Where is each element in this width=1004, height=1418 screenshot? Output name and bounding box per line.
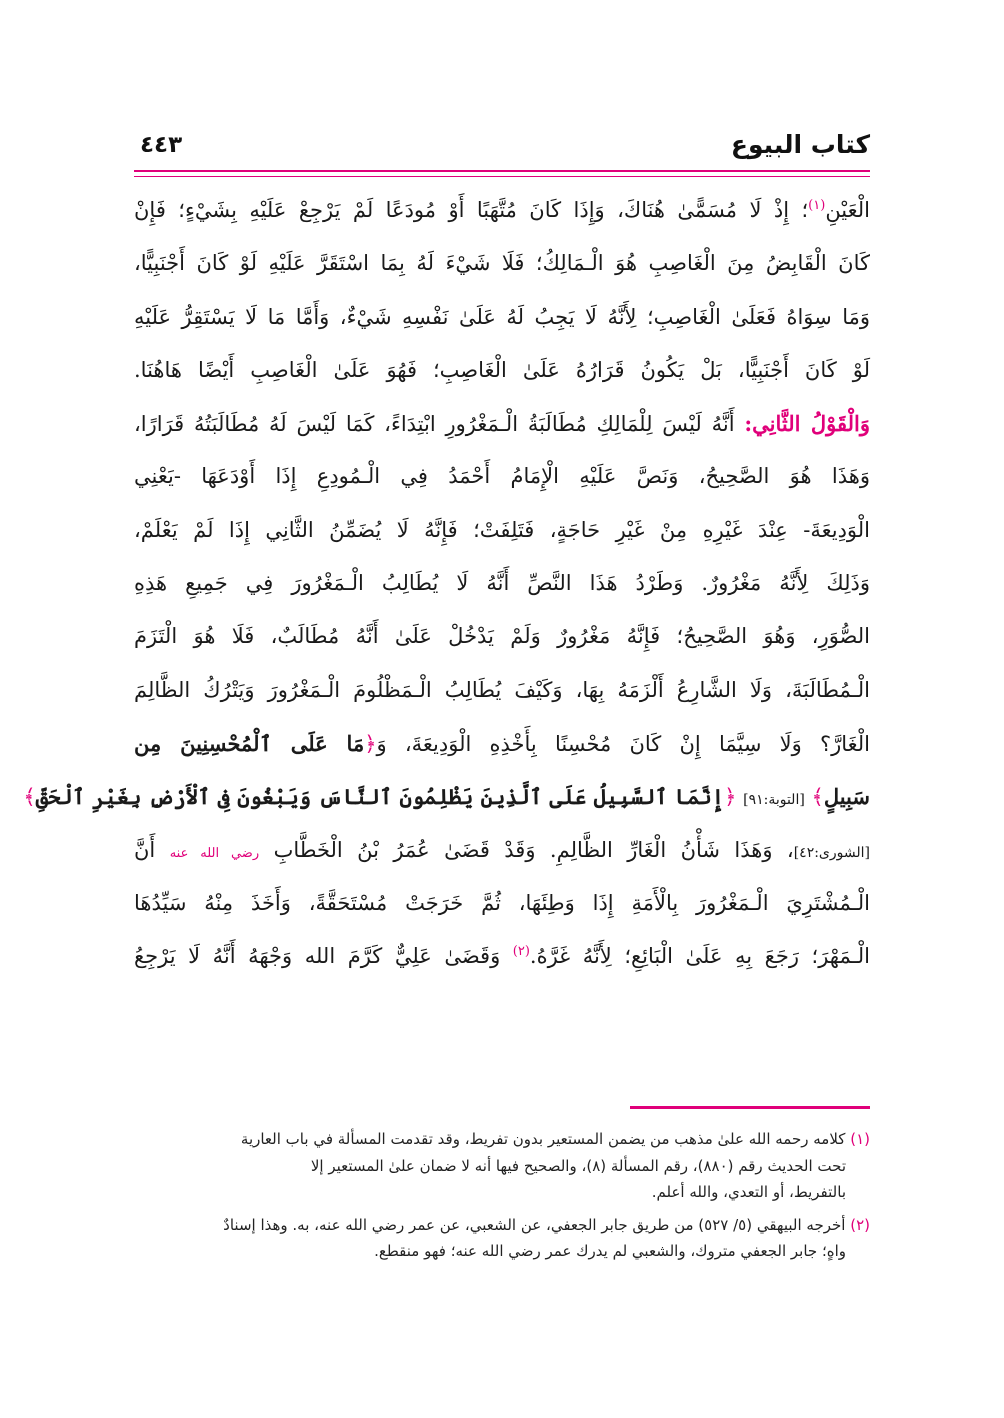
text-line — [23, 770, 870, 823]
quran-verse: إِنَّمَا ٱلسَّبِيلُ عَلَى ٱلَّذِينَ يَظْلِمُونَ ٱلنَّاسَ وَيَبْغُونَ فِى ٱلْأَرْضِ بِغَيْرِ ٱلْحَقِّ — [35, 784, 725, 810]
page-number: ٤٤٣ — [140, 132, 183, 158]
footnote-number: (٢) — [850, 1215, 870, 1234]
text-line: الصُّوَرِ، وَهُوَ الصَّحِيحُ؛ فَإِنَّهُ مَغْرُورٌ وَلَمْ يَدْخُلْ عَلَىٰ أَنَّهُ مُطَالَبٌ، فَلَا هُوَ الْتَزَمَ — [134, 624, 870, 649]
running-header — [134, 130, 870, 170]
text-line: وَمَا سِوَاهُ فَعَلَىٰ الْغَاصِبِ؛ لِأَنَّهُ لَا يَجِبُ لَهُ عَلَىٰ نَفْسِهِ شَيْءٌ، وَأَمَّا مَا لَا يَسْتَقِرُّ عَلَيْهِ — [134, 304, 870, 329]
footnote-number: (١) — [850, 1130, 870, 1148]
text-line: الْوَدِيعَةَ- عِنْدَ غَيْرِهِ مِنْ غَيْرِ حَاجَةٍ، فَتَلِفَتْ؛ فَإِنَّهُ لَا يُضَمِّنُ الثَّانِي إِذَا لَمْ يَعْلَمْ، — [134, 517, 870, 542]
quran-close-ornament: ﴾ — [23, 785, 36, 810]
footnote-line: واهٍ؛ جابر الجعفي متروك، والشعبي لم يدرك عمر رضي الله عنه؛ فهو منقطع. — [374, 1242, 846, 1260]
header-rule-thin — [134, 176, 870, 177]
footnote-1 — [134, 1126, 870, 1206]
main-text — [23, 184, 871, 983]
header-title: كتاب البيوع — [730, 130, 870, 159]
quran-open-ornament: ﴿ — [724, 785, 737, 810]
quran-verse: مَا عَلَى ٱلْمُحْسِنِينَ مِن — [134, 730, 365, 756]
header-rule — [134, 170, 870, 172]
honorific-glyph: رضي الله عنه — [169, 845, 260, 861]
text-line: [الشورى:٤٢]، وَهَذَا شَأْنُ الْغَارِّ الظَّالِمِ. وَقَدْ قَضَىٰ عُمَرُ بْنُ الْخَطَّابِ رضي الله عنه أَنَّ — [134, 837, 870, 862]
verse-reference: [التوبة:٩١] — [743, 792, 805, 809]
text-line: الْـمَهْرَ؛ رَجَعَ بِهِ عَلَىٰ الْبَائِعِ؛ لِأَنَّهُ غَرَّهُ.$^{(٢)}$ وَقَضَىٰ عَلِيٌّ كَرَّمَ الله وَجْهَهُ أَنَّهُ لَا يَرْجِعُ — [134, 944, 870, 969]
verse-reference: [الشورى:٤٢] — [793, 844, 870, 861]
text-line: الْغَارَّ؟ وَلَا سِيَّمَا إِنْ كَانَ مُحْسِنًا بِأَخْذِهِ الْوَدِيعَةَ، وَ﴿مَا عَلَى ٱلْمُحْسِنِينَ مِن — [134, 730, 871, 756]
footnote-ref-2[interactable]: (٢) — [512, 944, 530, 960]
text-line: لَوْ كَانَ أَجْنَبِيًّا، بَلْ يَكُونُ قَرَارُهُ عَلَىٰ الْغَاصِبِ؛ فَهُوَ عَلَىٰ الْغَاصِبِ أَيْضًا هَاهُنَا. — [134, 357, 870, 382]
text-line: الْعَيْنِ$^{(١)}$؛ إِذْ لَا مُسَمًّىٰ هُنَاكَ، وَإِذَا كَانَ مُتَّهَبًا أَوْ مُودَعًا لَمْ يَرْجِعْ عَلَيْهِ بِشَيْءٍ؛ فَإِنْ — [134, 198, 870, 222]
text-line: الْـمُطَالَبَةَ، وَلَا الشَّارِعُ أَلْزَمَهُ بِهَا، وَكَيْفَ يُطَالِبُ الْـمَظْلُومَ الْـمَغْرُورَ وَيَتْرُكُ الظَّالِمَ — [134, 677, 870, 702]
text-line: وَالْقَوْلُ الثَّانِي: أَنَّهُ لَيْسَ لِلْمَالِكِ مُطَالَبَةُ الْـمَغْرُورِ ابْتِدَاءً، كَمَا لَيْسَ لَهُ مُطَالَبَتُهُ قَرَارًا، — [134, 411, 871, 437]
footnote-line: بالتفريط، أو التعدي، والله أعلم. — [651, 1183, 846, 1201]
quran-close-ornament: ﴾ — [811, 785, 824, 810]
quran-verse: سَبِيلٍ — [823, 784, 870, 810]
footnote-ref-1[interactable]: (١) — [808, 198, 826, 213]
text-line: الْـمُشْتَرِيَ الْـمَغْرُورَ بِالْأَمَةِ إِذَا وَطِئَهَا، ثُمَّ خَرَجَتْ مُسْتَحَقَّةً، وَأَخَذَ مِنْهُ سَيِّدُهَا — [134, 890, 870, 915]
footnotes — [134, 1126, 870, 1271]
text-line: وَهَذَا هُوَ الصَّحِيحُ، وَنَصَّ عَلَيْهِ الْإِمَامُ أَحْمَدُ فِي الْـمُودِعِ إِذَا أَوْدَعَهَا -يَعْنِي — [134, 464, 870, 489]
footnote-line: (١) كلامه رحمه الله علىٰ مذهب من يضمن المستعير بدون تفريط، وقد تقدمت المسألة في باب العارية — [240, 1130, 870, 1148]
quran-open-ornament: ﴿ — [364, 731, 377, 756]
text-line: وَذَلِكَ لِأَنَّهُ مَغْرُورٌ. وَطَرْدُ هَذَا النَّصِّ أَنَّهُ لَا يُطَالِبُ الْـمَغْرُورَ فِي جَمِيعِ هَذِهِ — [134, 571, 870, 596]
section-heading: وَالْقَوْلُ الثَّانِي: — [744, 411, 871, 437]
text-line: كَانَ الْقَابِضُ مِنَ الْغَاصِبِ هُوَ الْـمَالِكُ؛ فَلَا شَيْءَ لَهُ بِمَا اسْتَقَرَّ عَلَيْهِ لَوْ كَانَ أَجْنَبِيًّا، — [134, 251, 870, 276]
footnote-rule — [630, 1106, 870, 1109]
footnote-2 — [134, 1212, 870, 1265]
footnote-line: (٢) أخرجه البيهقي (٥/ ٥٢٧) من طريق جابر الجعفي، عن الشعبي، عن عمر رضي الله عنه، به. وهذا إسنادٌ — [223, 1215, 870, 1234]
footnote-line: تحت الحديث رقم (٨٨٠)، رقم المسألة (٨)، والصحيح فيها أنه لا ضمان علىٰ المستعير إلا — [310, 1156, 846, 1175]
